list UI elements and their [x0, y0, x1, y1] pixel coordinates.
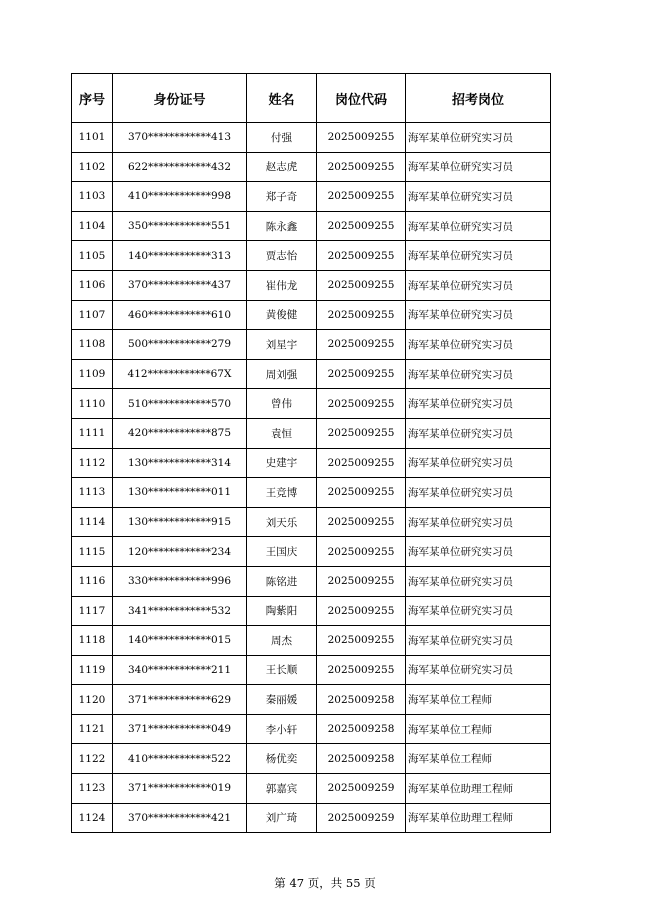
- cell-name: 刘天乐: [247, 507, 317, 537]
- cell-post: 海军某单位研究实习员: [406, 330, 551, 360]
- cell-post: 海军某单位研究实习员: [406, 537, 551, 567]
- cell-post: 海军某单位研究实习员: [406, 152, 551, 182]
- table-row: [72, 566, 551, 596]
- cell-seq: 1104: [72, 211, 113, 241]
- cell-seq: 1115: [72, 537, 113, 567]
- cell-post: 海军某单位助理工程师: [406, 803, 551, 833]
- applicant-table: [71, 73, 551, 833]
- cell-id-number: 420************875: [113, 418, 247, 448]
- cell-name: 王长顺: [247, 655, 317, 685]
- cell-name: 王竞博: [247, 478, 317, 508]
- cell-seq: 1106: [72, 270, 113, 300]
- header-id-number: 身份证号: [113, 74, 247, 123]
- cell-post-code: 2025009255: [317, 123, 406, 153]
- cell-post-code: 2025009255: [317, 211, 406, 241]
- cell-post-code: 2025009255: [317, 300, 406, 330]
- cell-seq: 1112: [72, 448, 113, 478]
- cell-seq: 1110: [72, 389, 113, 419]
- table-row: [72, 744, 551, 774]
- cell-post-code: 2025009258: [317, 744, 406, 774]
- cell-seq: 1116: [72, 566, 113, 596]
- cell-seq: 1120: [72, 685, 113, 715]
- cell-name: 赵志虎: [247, 152, 317, 182]
- cell-post: 海军某单位研究实习员: [406, 507, 551, 537]
- table-row: [72, 803, 551, 833]
- cell-post-code: 2025009255: [317, 566, 406, 596]
- table-row: [72, 774, 551, 804]
- cell-id-number: 130************011: [113, 478, 247, 508]
- cell-post: 海军某单位研究实习员: [406, 626, 551, 656]
- cell-name: 李小轩: [247, 714, 317, 744]
- cell-name: 史建宇: [247, 448, 317, 478]
- cell-id-number: 330************996: [113, 566, 247, 596]
- table-row: [72, 330, 551, 360]
- cell-seq: 1108: [72, 330, 113, 360]
- cell-id-number: 460************610: [113, 300, 247, 330]
- cell-post: 海军某单位工程师: [406, 714, 551, 744]
- cell-name: 黄俊健: [247, 300, 317, 330]
- cell-seq: 1114: [72, 507, 113, 537]
- header-seq: 序号: [72, 74, 113, 123]
- cell-post-code: 2025009255: [317, 241, 406, 271]
- cell-post: 海军某单位研究实习员: [406, 596, 551, 626]
- cell-post: 海军某单位工程师: [406, 744, 551, 774]
- footer-suffix: 页: [364, 876, 376, 890]
- cell-id-number: 500************279: [113, 330, 247, 360]
- table-row: [72, 270, 551, 300]
- cell-id-number: 510************570: [113, 389, 247, 419]
- cell-name: 杨优奕: [247, 744, 317, 774]
- cell-name: 周刘强: [247, 359, 317, 389]
- cell-name: 郑子奇: [247, 182, 317, 212]
- cell-seq: 1123: [72, 774, 113, 804]
- cell-post-code: 2025009255: [317, 418, 406, 448]
- table-row: [72, 241, 551, 271]
- cell-name: 周杰: [247, 626, 317, 656]
- cell-name: 陶紫阳: [247, 596, 317, 626]
- cell-id-number: 140************313: [113, 241, 247, 271]
- table-row: [72, 123, 551, 153]
- footer-mid: 页，共: [307, 876, 343, 890]
- cell-post: 海军某单位研究实习员: [406, 389, 551, 419]
- header-name: 姓名: [247, 74, 317, 123]
- cell-post: 海军某单位助理工程师: [406, 774, 551, 804]
- footer-prefix: 第: [274, 876, 286, 890]
- table-row: [72, 596, 551, 626]
- table-row: [72, 537, 551, 567]
- cell-id-number: 130************915: [113, 507, 247, 537]
- cell-id-number: 371************049: [113, 714, 247, 744]
- cell-id-number: 140************015: [113, 626, 247, 656]
- cell-id-number: 410************998: [113, 182, 247, 212]
- cell-name: 秦丽媛: [247, 685, 317, 715]
- cell-post: 海军某单位研究实习员: [406, 655, 551, 685]
- table-row: [72, 152, 551, 182]
- cell-post-code: 2025009255: [317, 359, 406, 389]
- table-row: [72, 418, 551, 448]
- footer-total-pages: 55: [345, 876, 361, 890]
- cell-id-number: 412************67X: [113, 359, 247, 389]
- table-header-row: [72, 74, 551, 123]
- cell-id-number: 340************211: [113, 655, 247, 685]
- cell-id-number: 341************532: [113, 596, 247, 626]
- cell-name: 郭嘉宾: [247, 774, 317, 804]
- cell-post-code: 2025009255: [317, 596, 406, 626]
- cell-seq: 1119: [72, 655, 113, 685]
- cell-post-code: 2025009255: [317, 507, 406, 537]
- table-row: [72, 478, 551, 508]
- cell-name: 袁恒: [247, 418, 317, 448]
- table-row: [72, 655, 551, 685]
- cell-post: 海军某单位研究实习员: [406, 359, 551, 389]
- cell-post: 海军某单位研究实习员: [406, 123, 551, 153]
- cell-name: 陈铭进: [247, 566, 317, 596]
- cell-name: 王国庆: [247, 537, 317, 567]
- cell-id-number: 350************551: [113, 211, 247, 241]
- cell-seq: 1122: [72, 744, 113, 774]
- cell-name: 崔伟龙: [247, 270, 317, 300]
- cell-post: 海军某单位工程师: [406, 685, 551, 715]
- cell-name: 刘广琦: [247, 803, 317, 833]
- cell-seq: 1124: [72, 803, 113, 833]
- cell-post-code: 2025009259: [317, 774, 406, 804]
- cell-post: 海军某单位研究实习员: [406, 478, 551, 508]
- cell-id-number: 371************629: [113, 685, 247, 715]
- cell-post-code: 2025009255: [317, 389, 406, 419]
- cell-post-code: 2025009255: [317, 478, 406, 508]
- cell-post-code: 2025009255: [317, 626, 406, 656]
- cell-seq: 1109: [72, 359, 113, 389]
- cell-post: 海军某单位研究实习员: [406, 182, 551, 212]
- cell-post-code: 2025009259: [317, 803, 406, 833]
- table-row: [72, 448, 551, 478]
- cell-post-code: 2025009258: [317, 685, 406, 715]
- table-row: [72, 389, 551, 419]
- cell-post-code: 2025009255: [317, 270, 406, 300]
- table-row: [72, 626, 551, 656]
- cell-name: 刘星宇: [247, 330, 317, 360]
- cell-post-code: 2025009255: [317, 655, 406, 685]
- cell-post-code: 2025009255: [317, 537, 406, 567]
- table-row: [72, 211, 551, 241]
- cell-name: 陈永鑫: [247, 211, 317, 241]
- cell-seq: 1102: [72, 152, 113, 182]
- cell-post-code: 2025009255: [317, 152, 406, 182]
- page-footer: [0, 875, 650, 891]
- cell-seq: 1117: [72, 596, 113, 626]
- cell-post-code: 2025009255: [317, 182, 406, 212]
- cell-seq: 1118: [72, 626, 113, 656]
- table-row: [72, 182, 551, 212]
- footer-page-number: 47: [289, 876, 305, 890]
- header-post: 招考岗位: [406, 74, 551, 123]
- table-body: [72, 123, 551, 833]
- cell-post-code: 2025009258: [317, 714, 406, 744]
- cell-id-number: 370************437: [113, 270, 247, 300]
- cell-post: 海军某单位研究实习员: [406, 300, 551, 330]
- header-post-code: 岗位代码: [317, 74, 406, 123]
- table-row: [72, 685, 551, 715]
- cell-seq: 1113: [72, 478, 113, 508]
- cell-seq: 1121: [72, 714, 113, 744]
- cell-post: 海军某单位研究实习员: [406, 448, 551, 478]
- table-row: [72, 507, 551, 537]
- cell-id-number: 370************413: [113, 123, 247, 153]
- cell-post: 海军某单位研究实习员: [406, 270, 551, 300]
- cell-id-number: 370************421: [113, 803, 247, 833]
- cell-seq: 1107: [72, 300, 113, 330]
- cell-id-number: 120************234: [113, 537, 247, 567]
- cell-post-code: 2025009255: [317, 330, 406, 360]
- cell-id-number: 371************019: [113, 774, 247, 804]
- cell-id-number: 130************314: [113, 448, 247, 478]
- cell-id-number: 410************522: [113, 744, 247, 774]
- cell-seq: 1105: [72, 241, 113, 271]
- cell-id-number: 622************432: [113, 152, 247, 182]
- cell-post: 海军某单位研究实习员: [406, 566, 551, 596]
- cell-seq: 1103: [72, 182, 113, 212]
- cell-name: 曾伟: [247, 389, 317, 419]
- cell-post: 海军某单位研究实习员: [406, 211, 551, 241]
- cell-seq: 1101: [72, 123, 113, 153]
- cell-post: 海军某单位研究实习员: [406, 241, 551, 271]
- cell-name: 贾志怡: [247, 241, 317, 271]
- table-row: [72, 300, 551, 330]
- cell-seq: 1111: [72, 418, 113, 448]
- cell-post: 海军某单位研究实习员: [406, 418, 551, 448]
- cell-name: 付强: [247, 123, 317, 153]
- table-row: [72, 359, 551, 389]
- cell-post-code: 2025009255: [317, 448, 406, 478]
- table-row: [72, 714, 551, 744]
